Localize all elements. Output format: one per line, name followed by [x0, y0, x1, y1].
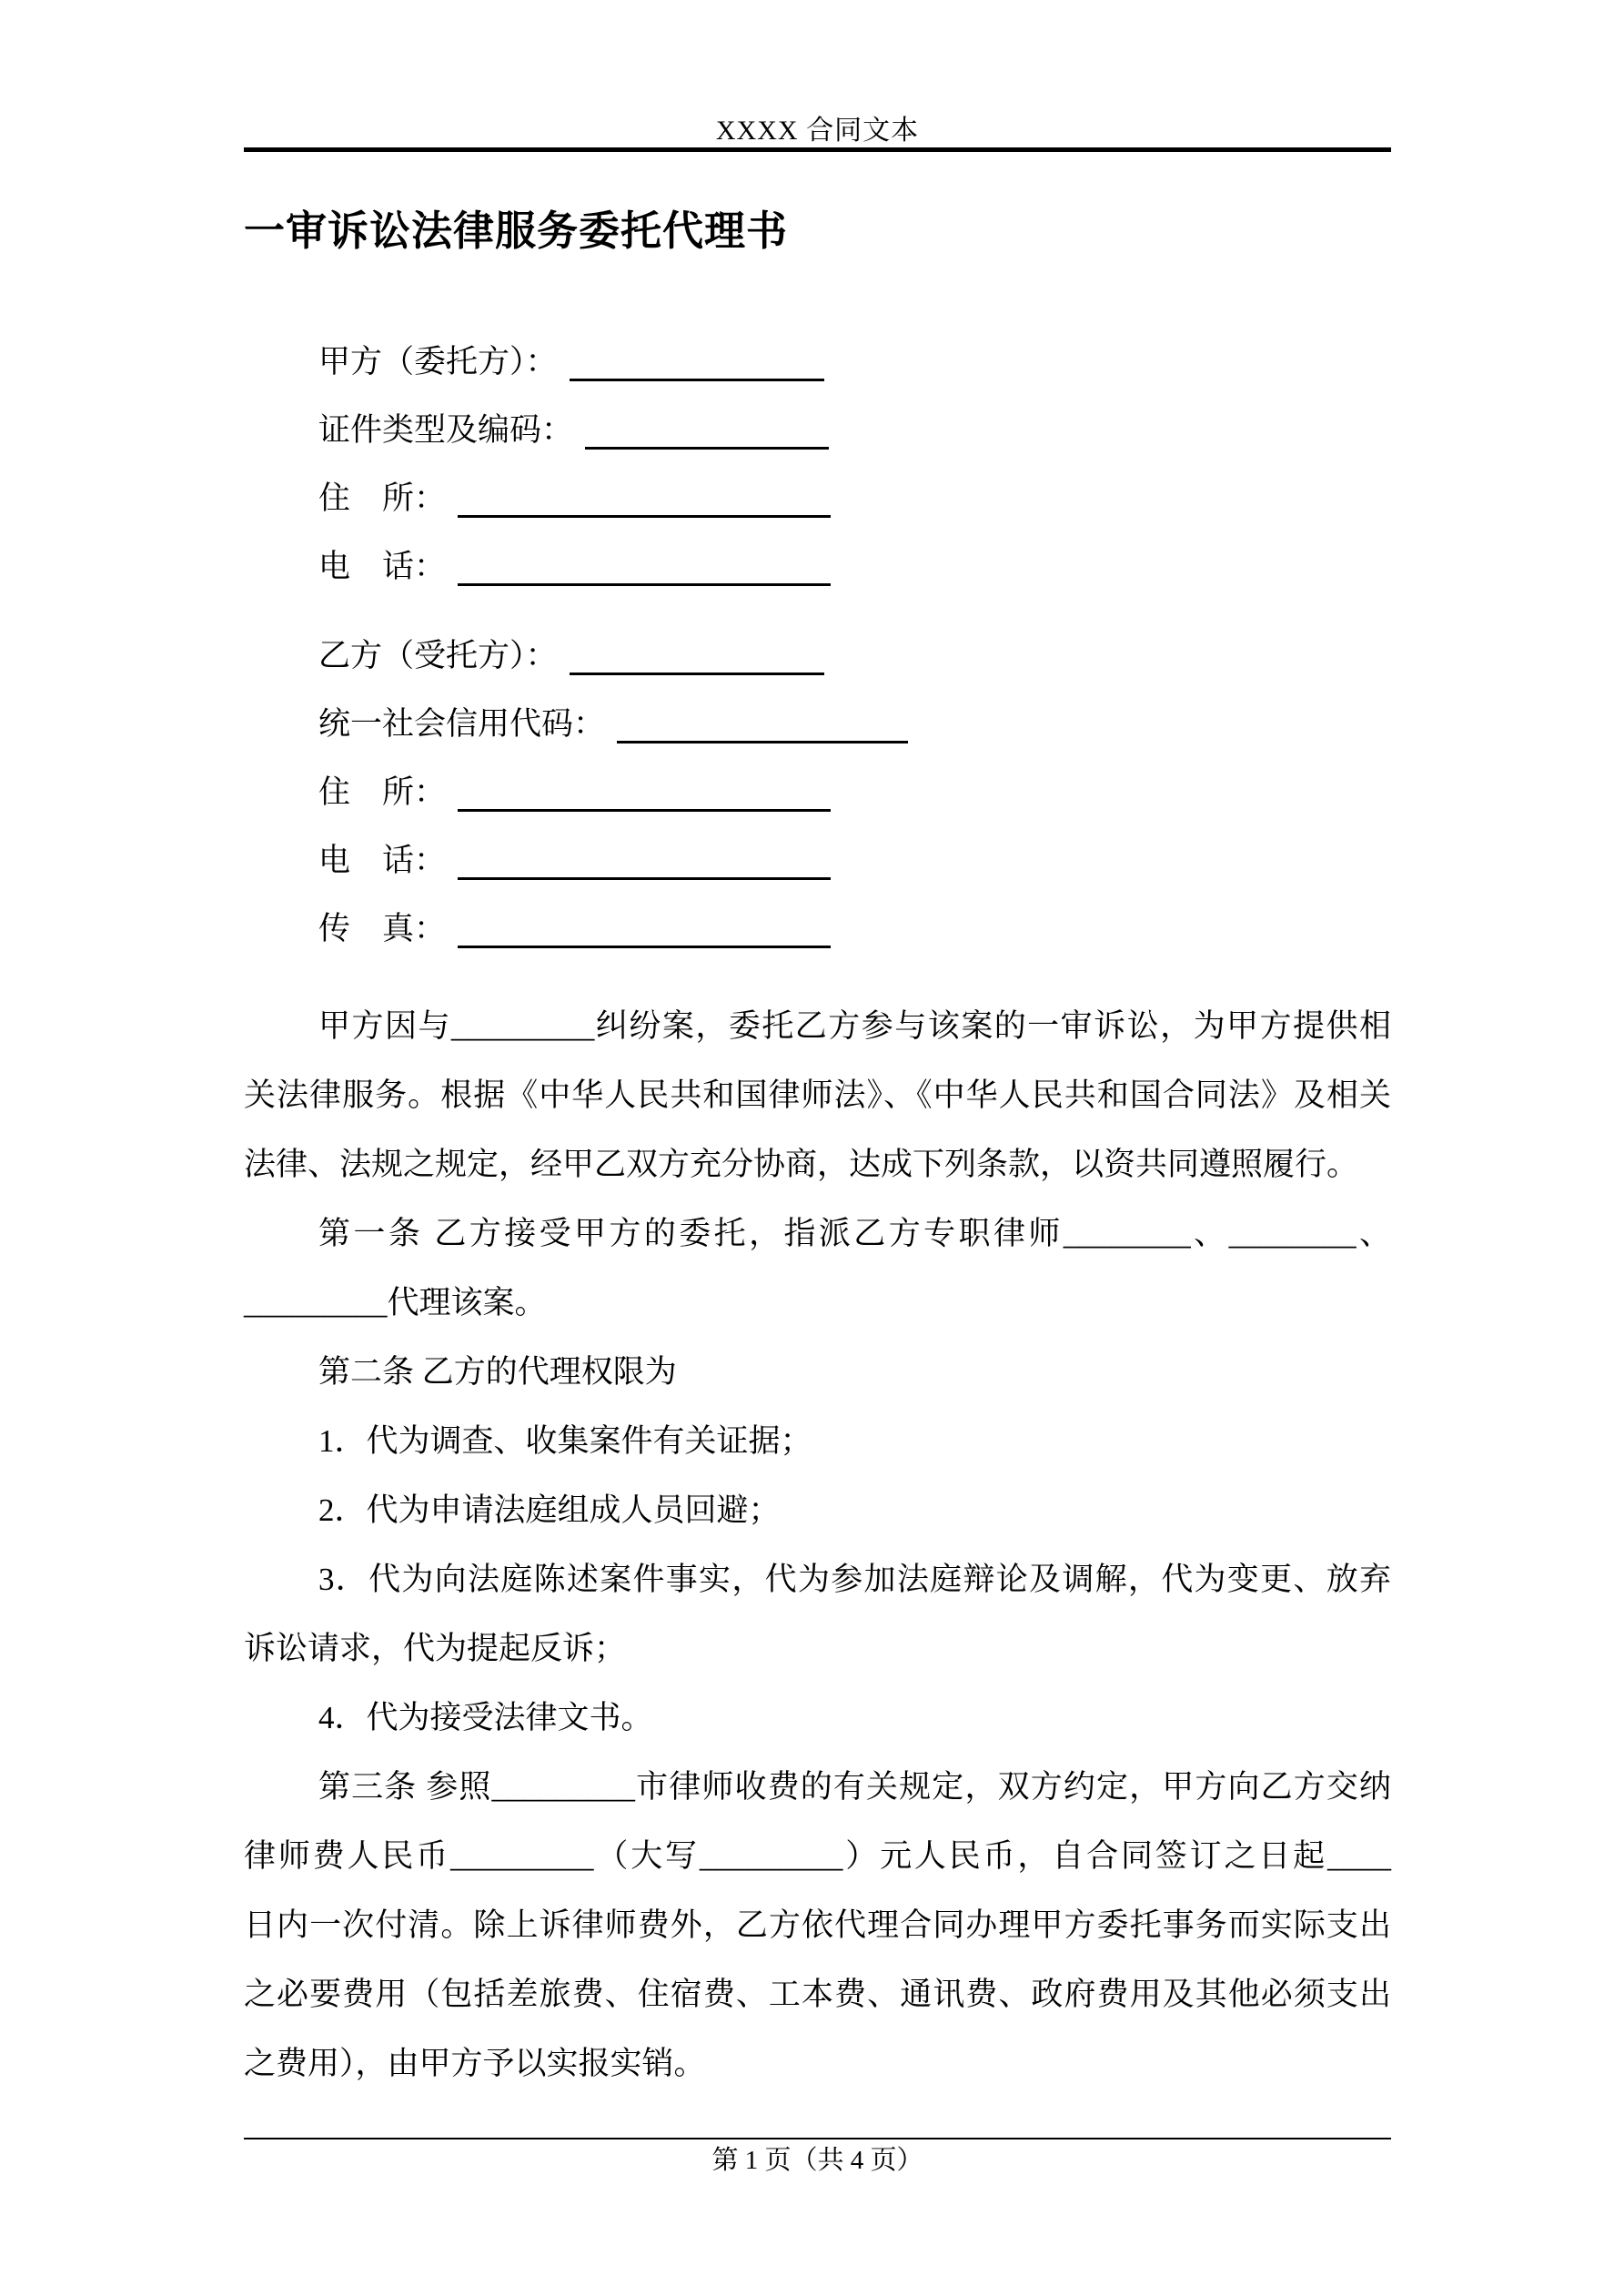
field-party-a [244, 328, 1391, 396]
body-line: 1．代为调查、收集案件有关证据； [318, 1423, 812, 1459]
body-line: 甲方因与_________纠纷案，委托乙方参与该案的一审诉讼，为甲方提供相 [318, 1008, 1391, 1044]
field-label: 电 话： [318, 843, 447, 878]
body-line: 第三条 参照_________市律师收费的有关规定，双方约定，甲方向乙方交纳 [318, 1769, 1391, 1805]
body-line: 第二条 乙方的代理权限为 [318, 1354, 677, 1390]
blank-line [570, 342, 824, 381]
blank-line [458, 479, 831, 518]
field-label: 乙方（受托方）： [318, 638, 558, 673]
body-line: 之必要费用（包括差旅费、住宿费、工本费、通讯费、政府费用及其他必须支出 [244, 1977, 1391, 2012]
body-line: 法律、法规之规定，经甲乙双方充分协商，达成下列条款，以资共同遵照履行。 [244, 1147, 1359, 1182]
field-credit-code [244, 690, 1391, 758]
blank-line [458, 547, 831, 586]
field-phone-b [244, 826, 1391, 895]
page-header [244, 116, 1391, 147]
body-line: 2．代为申请法庭组成人员回避； [318, 1492, 781, 1528]
field-label: 住 所： [318, 774, 447, 810]
blank-line [458, 909, 831, 948]
field-phone-a [244, 532, 1391, 601]
body-line: 律师费人民币_________（大写_________）元人民币，自合同签订之日起____ [244, 1838, 1391, 1874]
body-line: 4．代为接受法律文书。 [318, 1700, 653, 1735]
field-id-type-code [244, 396, 1391, 464]
blank-line [458, 773, 831, 812]
field-label: 甲方（委托方）： [318, 344, 558, 379]
body-line: 关法律服务。根据《中华人民共和国律师法》、《中华人民共和国合同法》及相关 [244, 1077, 1391, 1113]
field-address-b [244, 758, 1391, 826]
blank-line [585, 410, 829, 450]
body-line: 3．代为向法庭陈述案件事实，代为参加法庭辩论及调解，代为变更、放弃 [318, 1562, 1391, 1597]
field-label: 住 所： [318, 480, 447, 516]
field-label: 证件类型及编码： [318, 412, 574, 448]
body-line: 诉讼请求，代为提起反诉； [244, 1631, 627, 1666]
body-line: 第一条 乙方接受甲方的委托，指派乙方专职律师________、________、 [318, 1216, 1391, 1251]
blank-line [570, 636, 824, 675]
header-rule [244, 147, 1391, 152]
blank-line [617, 704, 908, 743]
field-label: 电 话： [318, 549, 447, 584]
body-line: 日内一次付清。除上诉律师费外，乙方依代理合同办理甲方委托事务而实际支出 [244, 1907, 1391, 1943]
field-label: 传 真： [318, 911, 447, 946]
field-label: 统一社会信用代码： [318, 706, 606, 742]
body-line: _________代理该案。 [244, 1285, 547, 1320]
field-address-a [244, 464, 1391, 532]
body-line: 之费用），由甲方予以实报实销。 [244, 2046, 706, 2081]
field-party-b [244, 622, 1391, 690]
header-text: XXXX 合同文本 [715, 116, 920, 146]
blank-line [458, 841, 831, 880]
party-fields [244, 328, 1391, 963]
contract-body [244, 992, 1391, 2099]
field-fax [244, 895, 1391, 963]
page-number: 第 1 页（共 4 页） [711, 2146, 923, 2175]
footer-rule [244, 2138, 1391, 2139]
document-title: 一审诉讼法律服务委托代理书 [244, 207, 789, 254]
